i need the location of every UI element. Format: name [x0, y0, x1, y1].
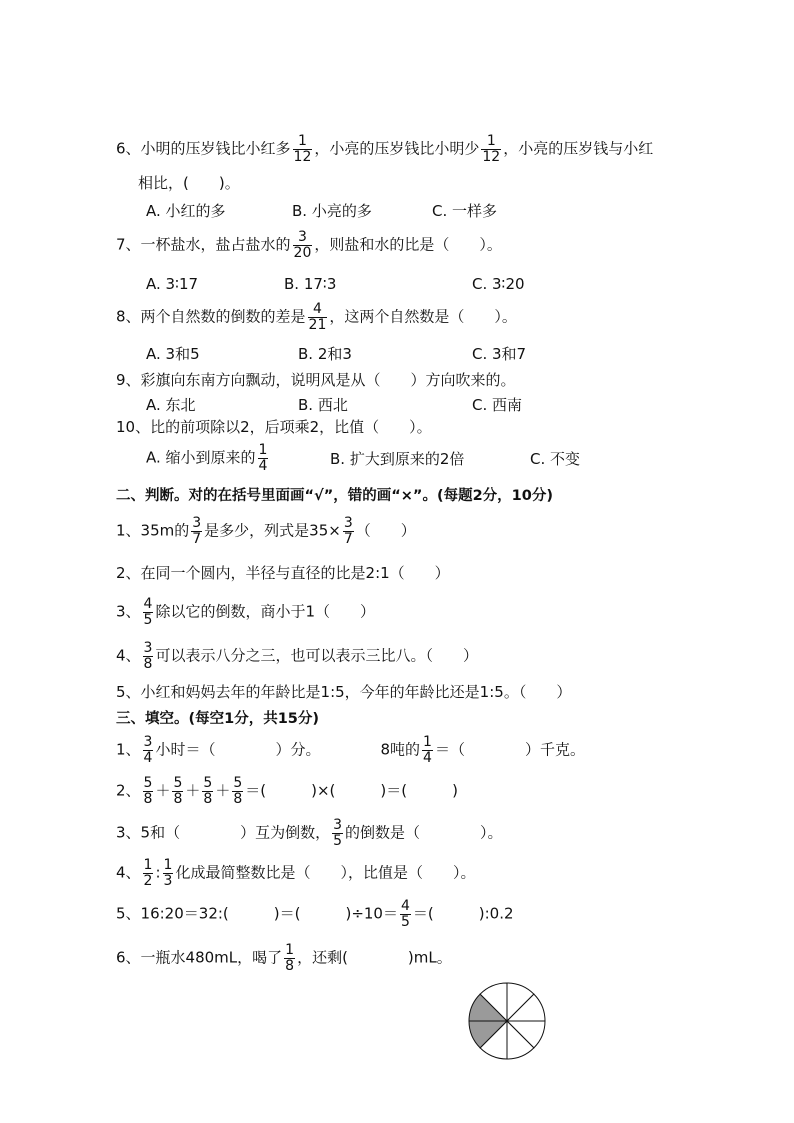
fill-3	[116, 818, 503, 848]
fill-3-fraction: $\frac{3}{5}$	[333, 817, 343, 849]
q6-fraction-1: $\frac{1}{12}$	[293, 133, 312, 165]
fill-4-fraction-2: $\frac{1}{3}$	[163, 857, 173, 889]
fill-2-text: ＝( )×( )＝( )	[245, 781, 458, 800]
judge-5: 5、小红和妈妈去年的年龄比是1:5，今年的年龄比还是1:5。（ ）	[116, 683, 572, 701]
judge-3-number: 3、	[116, 602, 141, 621]
q8-line	[116, 302, 517, 332]
q8-option-a: A. 3和5	[146, 345, 200, 363]
fill-2-fraction-1: $\frac{5}{8}$	[143, 775, 153, 807]
q8-option-b: B. 2和3	[298, 345, 352, 363]
q8-text-a: 8、两个自然数的倒数的差是	[116, 307, 306, 326]
q10-option-c: C. 不变	[530, 450, 581, 468]
q9-line: 9、彩旗向东南方向飘动，说明风是从（ ）方向吹来的。	[116, 371, 516, 389]
fill-3-text-b: 的倒数是（ ）。	[345, 823, 503, 842]
judge-3-fraction: $\frac{4}{5}$	[143, 596, 153, 628]
fill-5-fraction: $\frac{4}{5}$	[400, 898, 410, 930]
q8-text-b: ，这两个自然数是（ ）。	[329, 307, 517, 326]
judge-1	[116, 516, 416, 546]
q10-fraction: $\frac{1}{4}$	[258, 442, 268, 474]
q7-text-b: ，则盐和水的比是（ ）。	[314, 235, 502, 254]
fill-1-fraction-2: $\frac{1}{4}$	[423, 734, 432, 766]
q7-option-b: B. 17∶3	[284, 275, 337, 293]
judge-4	[116, 641, 478, 671]
fill-5	[116, 899, 514, 929]
fill-1-number: 1、	[116, 740, 141, 759]
section-3-title: 三、填空。(每空1分，共15分)	[116, 711, 320, 727]
judge-1-fraction-2: $\frac{3}{7}$	[343, 515, 353, 547]
fill-4-fraction-1: $\frac{1}{2}$	[143, 857, 153, 889]
fill-3-text-a: 3、5和（ ）互为倒数，	[116, 823, 331, 842]
judge-4-text: 可以表示八分之三，也可以表示三比八。（ ）	[155, 646, 478, 665]
q6-line2: 相比，( )。	[138, 174, 240, 192]
q9-option-c: C. 西南	[472, 396, 523, 414]
fill-5-text-a: 5、16:20＝32:( )＝( )÷10＝	[116, 904, 398, 923]
fill-1-text-c: ＝（ ）千克。	[434, 740, 585, 759]
q10-option-b: B. 扩大到原来的2倍	[330, 450, 465, 468]
q7-fraction: $\frac{3}{20}$	[293, 229, 312, 261]
fill-5-text-b: ＝( ):0.2	[412, 904, 514, 923]
q6-option-a: A. 小红的多	[146, 202, 226, 220]
q6-text-a: 6、小明的压岁钱比小红多	[116, 139, 291, 158]
fill-2-plus-1: ＋	[155, 781, 171, 800]
q8-fraction: $\frac{4}{21}$	[308, 301, 327, 333]
fill-1-text-a: 小时＝（ ）分。	[155, 740, 321, 759]
fill-4-colon: :	[155, 863, 161, 882]
q6-option-c: C. 一样多	[432, 202, 498, 220]
q10-line: 10、比的前项除以2，后项乘2，比值（ ）。	[116, 418, 432, 436]
fill-2-plus-2: ＋	[185, 781, 201, 800]
judge-1-blank: （ ）	[355, 521, 416, 540]
q7-line	[116, 230, 502, 260]
judge-4-number: 4、	[116, 646, 141, 665]
q6-text-c: ，小亮的压岁钱与小红	[503, 139, 654, 158]
q6-fraction-2: $\frac{1}{12}$	[482, 133, 501, 165]
judge-1-text-b: 是多少，列式是35×	[204, 521, 341, 540]
judge-3-text: 除以它的倒数，商小于1（ ）	[155, 602, 376, 621]
q7-option-c: C. 3∶20	[472, 275, 525, 293]
fill-2-fraction-4: $\frac{5}{8}$	[233, 775, 243, 807]
judge-3	[116, 597, 375, 627]
judge-1-text-a: 1、35m的	[116, 521, 190, 540]
q6-line1	[116, 134, 653, 164]
q9-option-a: A. 东北	[146, 396, 196, 414]
q10-option-a	[146, 443, 270, 473]
fill-6-text-b: ，还剩( )mL。	[297, 948, 452, 967]
fill-4	[116, 858, 475, 888]
section-2-title: 二、判断。对的在括号里面画“√”，错的画“×”。(每题2分，10分)	[116, 488, 553, 504]
q10-option-a-text: A. 缩小到原来的	[146, 448, 256, 467]
fill-6-fraction: $\frac{1}{8}$	[285, 942, 295, 974]
q8-option-c: C. 3和7	[472, 345, 527, 363]
fill-4-text: 化成最简整数比是（ ），比值是（ ）。	[175, 863, 476, 882]
judge-2: 2、在同一个圆内，半径与直径的比是2:1（ ）	[116, 564, 450, 582]
judge-1-fraction-1: $\frac{3}{7}$	[192, 515, 202, 547]
fill-2-number: 2、	[116, 781, 141, 800]
q7-text-a: 7、一杯盐水，盐占盐水的	[116, 235, 291, 254]
q7-option-a: A. 3∶17	[146, 275, 199, 293]
pie-diagram	[466, 980, 548, 1062]
fill-2-fraction-3: $\frac{5}{8}$	[203, 775, 213, 807]
q6-text-b: ，小亮的压岁钱比小明少	[314, 139, 480, 158]
fill-1	[116, 735, 585, 765]
judge-4-fraction: $\frac{3}{8}$	[143, 640, 153, 672]
fill-1-text-b: 8吨的	[380, 740, 421, 759]
q9-option-b: B. 西北	[298, 396, 348, 414]
fill-2-plus-3: ＋	[215, 781, 231, 800]
fill-2	[116, 776, 458, 806]
fill-1-fraction-1: $\frac{3}{4}$	[143, 734, 153, 766]
q6-option-b: B. 小亮的多	[292, 202, 372, 220]
fill-2-fraction-2: $\frac{5}{8}$	[173, 775, 183, 807]
fill-6	[116, 943, 452, 973]
fill-4-number: 4、	[116, 863, 141, 882]
fill-6-text-a: 6、一瓶水480mL，喝了	[116, 948, 283, 967]
